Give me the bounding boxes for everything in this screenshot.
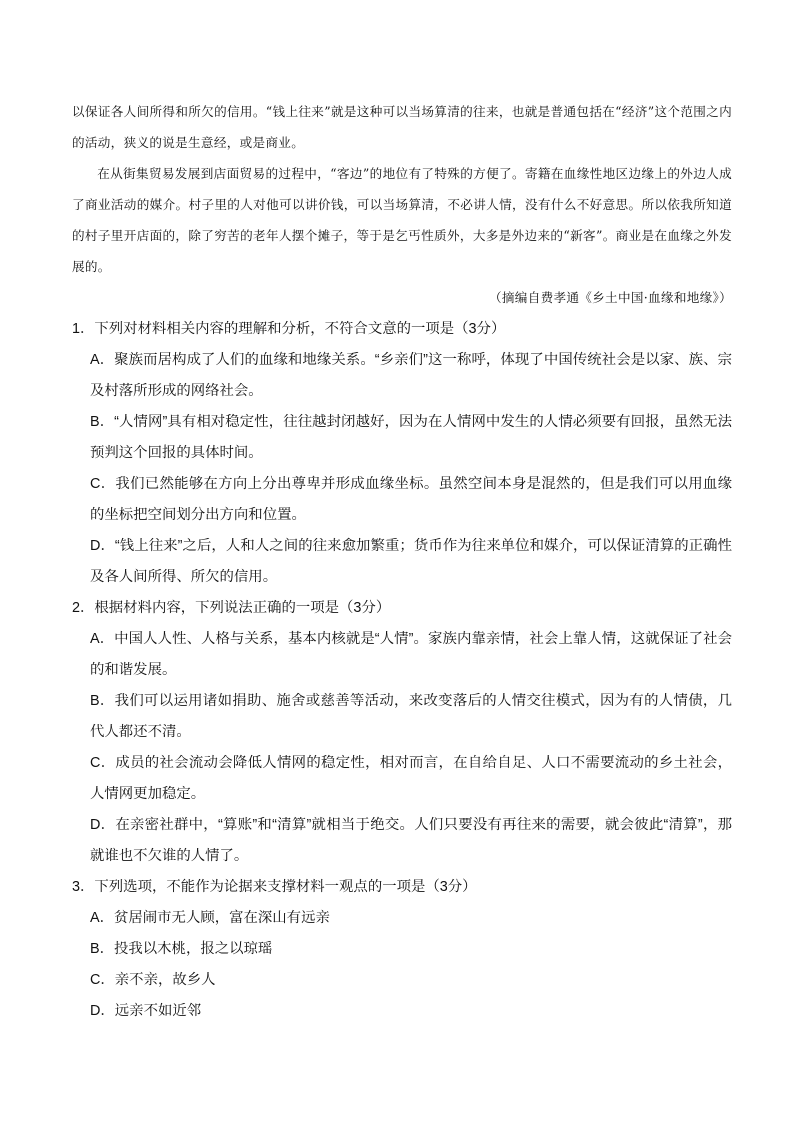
question-stem: 3．下列选项，不能作为论据来支撑材料一观点的一项是（3分） [72, 879, 477, 895]
question-stem: 1．下列对材料相关内容的理解和分析，不符合文意的一项是（3分） [72, 321, 506, 337]
option-c: C．亲不亲，故乡人 [90, 972, 216, 988]
question-stem: 2．根据材料内容，下列说法正确的一项是（3分） [72, 600, 391, 616]
reading-passage [72, 96, 732, 313]
option-a: A．聚族而居构成了人们的血缘和地缘关系。“乡亲们”这一称呼，体现了中国传统社会是以家、族、宗及村落所形成的网络社会。 [90, 352, 732, 399]
passage-paragraph-1: 以保证各人间所得和所欠的信用。“钱上往来”就是这种可以当场算清的往来，也就是普通包括在“经济”这个范围之内的活动，狭义的说是生意经，或是商业。 [72, 104, 732, 150]
passage-paragraph-2: 在从街集贸易发展到店面贸易的过程中，“客边”的地位有了特殊的方便了。寄籍在血缘性地区边缘上的外边人成了商业活动的媒介。村子里的人对他可以讲价钱，可以当场算清，不必讲人情，没有什么不好意思。所以依我所知道的村子里开店面的，除了穷苦的老年人摆个摊子，等于是乞丐性质外，大多是外边来的“新客”。商业是在血缘之外发展的。 [72, 166, 732, 274]
question-3 [72, 872, 732, 1027]
option-d: D．在亲密社群中，“算账”和“清算”就相当于绝交。人们只要没有再往来的需要，就会彼此“清算”，那就谁也不欠谁的人情了。 [90, 817, 732, 864]
option-a: A．贫居闹市无人顾，富在深山有远亲 [90, 910, 330, 926]
option-c: C．成员的社会流动会降低人情网的稳定性，相对而言，在自给自足、人口不需要流动的乡土社会，人情网更加稳定。 [90, 755, 732, 802]
option-b: B．“人情网”具有相对稳定性，往往越封闭越好，因为在人情网中发生的人情必须要有回报，虽然无法预判这个回报的具体时间。 [90, 414, 732, 461]
option-d: D．“钱上往来”之后，人和人之间的往来愈加繁重；货币作为往来单位和媒介，可以保证清算的正确性及各人间所得、所欠的信用。 [90, 538, 732, 585]
option-c: C．我们已然能够在方向上分出尊卑并形成血缘坐标。虽然空间本身是混然的，但是我们可以用血缘的坐标把空间划分出方向和位置。 [90, 476, 732, 523]
option-b: B．我们可以运用诸如捐助、施舍或慈善等活动，来改变落后的人情交往模式，因为有的人情债，几代人都还不清。 [90, 693, 732, 740]
passage-source: （摘编自费孝通《乡土中国·血缘和地缘》） [489, 290, 732, 305]
question-1 [72, 314, 732, 593]
option-b: B．投我以木桃，报之以琼瑶 [90, 941, 273, 957]
question-2 [72, 593, 732, 872]
question-list [72, 314, 732, 1027]
option-d: D．远亲不如近邻 [90, 1003, 202, 1019]
option-a: A．中国人人性、人格与关系，基本内核就是“人情”。家族内靠亲情，社会上靠人情，这就保证了社会的和谐发展。 [90, 631, 732, 678]
